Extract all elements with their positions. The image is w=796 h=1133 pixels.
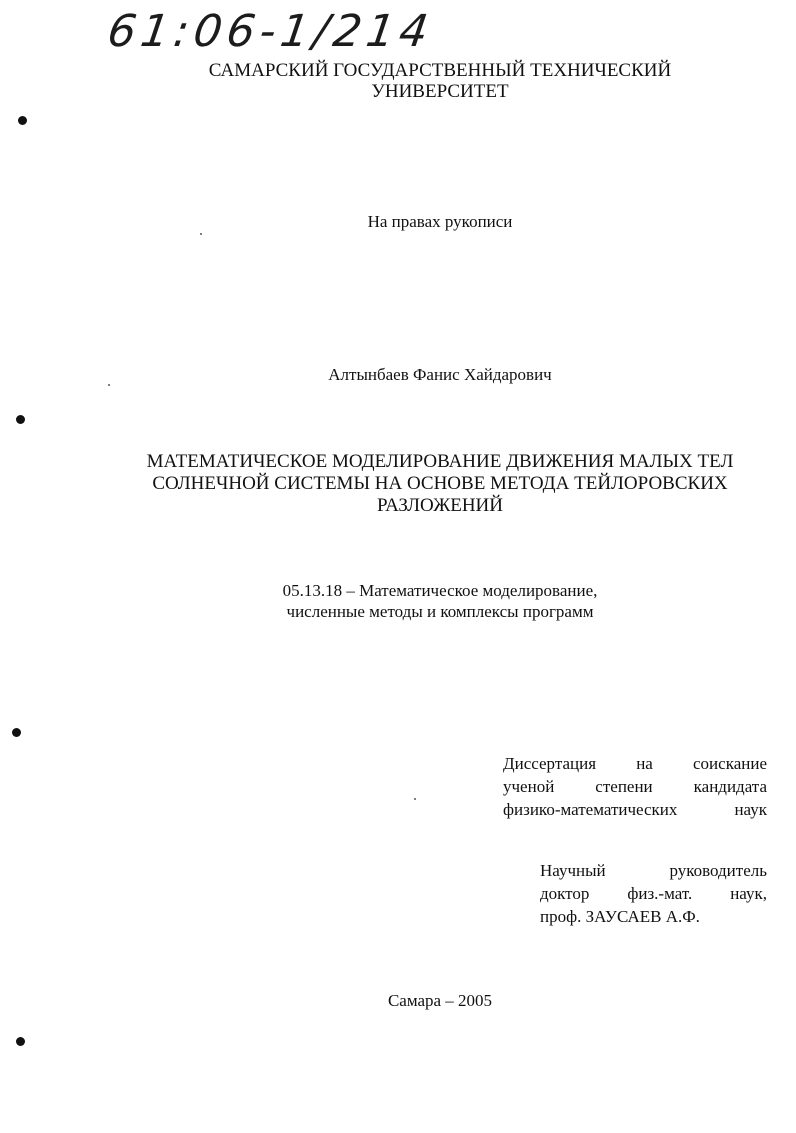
thesis-title-line3: РАЗЛОЖЕНИЙ: [377, 495, 503, 516]
manuscript-rights-note: На правах рукописи: [367, 212, 513, 231]
thesis-title-line1: МАТЕМАТИЧЕСКОЕ МОДЕЛИРОВАНИЕ ДВИЖЕНИЯ МАЛЫХ ТЕЛ: [146, 451, 734, 472]
specialty-line1: 05.13.18 – Математическое моделирование,: [282, 581, 598, 600]
handwritten-catalog-code: 61:06-1/214: [104, 6, 437, 57]
scan-speck: [414, 798, 416, 800]
binding-hole-mark: [16, 415, 25, 424]
university-name-line1: САМАРСКИЙ ГОСУДАРСТВЕННЫЙ ТЕХНИЧЕСКИЙ: [208, 60, 672, 81]
dissertation-line3: физико-математических наук: [503, 800, 767, 819]
dissertation-line1: Диссертация на соискание: [503, 754, 767, 773]
advisor-line2: доктор физ.-мат. наук,: [540, 884, 767, 903]
scan-speck: [108, 384, 110, 386]
university-name-line2: УНИВЕРСИТЕТ: [371, 81, 509, 102]
advisor-block: [540, 859, 767, 928]
binding-hole-mark: [12, 728, 21, 737]
advisor-line3: проф. ЗАУСАЕВ А.Ф.: [540, 907, 700, 926]
thesis-title-line2: СОЛНЕЧНОЙ СИСТЕМЫ НА ОСНОВЕ МЕТОДА ТЕЙЛОРОВСКИХ: [152, 473, 728, 494]
city-year: Самара – 2005: [387, 991, 493, 1010]
scan-speck: [200, 233, 202, 235]
dissertation-line2: ученой степени кандидата: [503, 777, 767, 796]
binding-hole-mark: [18, 116, 27, 125]
binding-hole-mark: [16, 1037, 25, 1046]
dissertation-block: [503, 752, 767, 821]
advisor-line1: Научный руководитель: [540, 861, 767, 880]
author-name: Алтынбаев Фанис Хайдарович: [328, 365, 552, 384]
specialty-line2: численные методы и комплексы программ: [286, 602, 594, 621]
